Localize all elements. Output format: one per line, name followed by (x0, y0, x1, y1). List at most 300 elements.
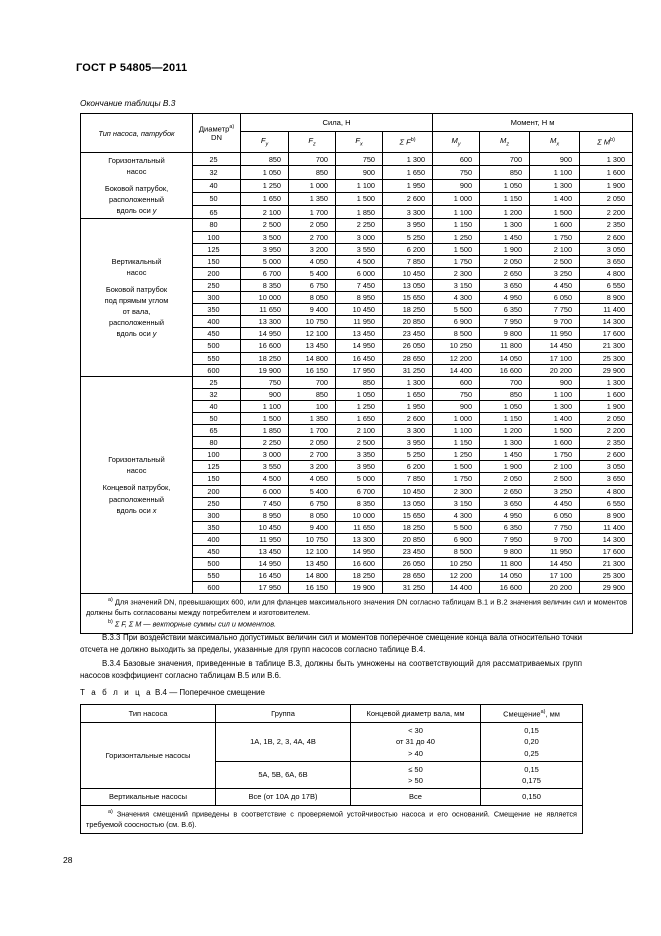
cell-sf: 1 650 (383, 388, 433, 400)
footnote-b (86, 619, 627, 630)
cell-mx: 1 600 (530, 219, 580, 231)
cell-fz: 700 (289, 376, 336, 388)
paragraph-b33-container (80, 632, 582, 656)
cell-mz: 850 (480, 388, 530, 400)
cell-fy: 8 950 (241, 509, 289, 521)
table-b3-body (81, 153, 633, 594)
cell-mz: 1 050 (480, 179, 530, 192)
cell-fz: 3 200 (289, 461, 336, 473)
cell-dn: 150 (193, 255, 241, 267)
th-fz-main: F (308, 136, 313, 146)
th-diameter-label: Диаметр (198, 124, 230, 134)
table-b4-head-row (81, 705, 583, 723)
cell-dn: 600 (193, 364, 241, 376)
cell-fz: 1 350 (289, 192, 336, 205)
cell-sf: 23 450 (383, 546, 433, 558)
cell-sf: 1 300 (383, 376, 433, 388)
cell-sf: 26 050 (383, 558, 433, 570)
cell-mx: 17 100 (530, 570, 580, 582)
cell-mz: 1 200 (480, 206, 530, 219)
cell-fx: 3 950 (336, 461, 383, 473)
cell-my: 900 (433, 179, 480, 192)
cell-dn: 400 (193, 533, 241, 545)
th-sum-m (580, 132, 633, 153)
cell-mz: 9 800 (480, 546, 530, 558)
cell-my: 12 200 (433, 570, 480, 582)
cell-dn: 350 (193, 521, 241, 533)
cell-dn: 32 (193, 166, 241, 179)
cell-mz: 700 (480, 376, 530, 388)
cell-dn: 200 (193, 267, 241, 279)
cell-dn: 50 (193, 412, 241, 424)
th-mx (530, 132, 580, 153)
cell-sm: 11 400 (580, 304, 633, 316)
cell-fz: 2 700 (289, 231, 336, 243)
cell-sm: 11 400 (580, 521, 633, 533)
cell-fx: 10 450 (336, 304, 383, 316)
cell-mx: 2 100 (530, 461, 580, 473)
cell-dn: 300 (193, 509, 241, 521)
cell-dn: 125 (193, 243, 241, 255)
th-b4-offset-footnote-ref: а) (540, 708, 546, 715)
cell-dn: 250 (193, 497, 241, 509)
cell-mx: 1 500 (530, 206, 580, 219)
cell-sm: 2 050 (580, 412, 633, 424)
cell-fy: 750 (241, 376, 289, 388)
cell-fz: 6 750 (289, 279, 336, 291)
cell-fx: 1 650 (336, 412, 383, 424)
th-mx-index: x (556, 141, 560, 148)
table-b4-footnote-text: Значения смещений приведены в соответствие с проверяемой устойчивостью насоса и его оснований. Смещение не является требуемой соосностью (см. В.6). (86, 808, 577, 829)
standard-header: ГОСТ Р 54805—2011 (76, 62, 188, 74)
cell-mx: 1 400 (530, 412, 580, 424)
cell-mz: 2 650 (480, 485, 530, 497)
cell-my: 1 150 (433, 219, 480, 231)
cell-pump-type: Вертикальный насос Боковой патрубок под прямым углом от вала, расположенный вдоль оси y (81, 219, 193, 376)
cell-dn: 300 (193, 292, 241, 304)
cell-sf: 3 300 (383, 206, 433, 219)
cell-mz: 4 950 (480, 292, 530, 304)
cell-sm: 1 600 (580, 166, 633, 179)
table-b4-head (81, 705, 583, 723)
footnote-a (86, 597, 627, 619)
cell-mx: 7 750 (530, 521, 580, 533)
cell-sm: 14 300 (580, 533, 633, 545)
cell-fx: 13 300 (336, 533, 383, 545)
cell-mx: 20 200 (530, 364, 580, 376)
cell-fy: 19 900 (241, 364, 289, 376)
cell-sf: 7 850 (383, 473, 433, 485)
cell-my: 4 300 (433, 292, 480, 304)
cell-fy: 3 000 (241, 449, 289, 461)
cell-fz: 12 100 (289, 546, 336, 558)
cell-fz: 9 400 (289, 304, 336, 316)
cell-sf: 6 200 (383, 243, 433, 255)
cell-sf: 1 300 (383, 153, 433, 166)
cell-fy: 11 650 (241, 304, 289, 316)
cell-mz: 9 800 (480, 328, 530, 340)
cell-sm: 2 200 (580, 206, 633, 219)
cell-sf: 5 250 (383, 231, 433, 243)
cell-mz: 16 600 (480, 364, 530, 376)
cell-mz: 2 050 (480, 255, 530, 267)
cell-mx: 6 050 (530, 292, 580, 304)
cell-dn: 100 (193, 231, 241, 243)
cell-sm: 3 650 (580, 473, 633, 485)
cell-fy: 13 300 (241, 316, 289, 328)
cell-my: 6 900 (433, 533, 480, 545)
cell-sf: 13 050 (383, 497, 433, 509)
cell-my: 1 500 (433, 461, 480, 473)
cell-sm: 29 900 (580, 364, 633, 376)
cell-sf: 18 250 (383, 521, 433, 533)
cell-sf: 10 450 (383, 485, 433, 497)
cell-fz: 850 (289, 388, 336, 400)
cell-sf: 1 950 (383, 400, 433, 412)
th-group-force: Сила, Н (241, 114, 433, 132)
cell-mx: 20 200 (530, 582, 580, 594)
cell-fy: 1 500 (241, 412, 289, 424)
cell-mz: 1 150 (480, 192, 530, 205)
cell-fy: 1 250 (241, 179, 289, 192)
th-sum-f-main: Σ F (399, 137, 411, 147)
cell-mx: 1 300 (530, 179, 580, 192)
cell-mx: 14 450 (530, 340, 580, 352)
cell-mx: 1 500 (530, 425, 580, 437)
cell-fy: 10 450 (241, 521, 289, 533)
cell-sm: 6 550 (580, 497, 633, 509)
cell-sf: 7 850 (383, 255, 433, 267)
cell-fx: 850 (336, 376, 383, 388)
cell-shaft-diameter: < 30 от 31 до 40 > 40 (351, 723, 481, 762)
cell-fy: 2 500 (241, 219, 289, 231)
cell-my: 1 500 (433, 243, 480, 255)
cell-sm: 4 800 (580, 267, 633, 279)
cell-mx: 7 750 (530, 304, 580, 316)
cell-mx: 17 100 (530, 352, 580, 364)
cell-mz: 1 300 (480, 437, 530, 449)
cell-fy: 850 (241, 153, 289, 166)
cell-sf: 2 600 (383, 412, 433, 424)
cell-my: 12 200 (433, 352, 480, 364)
cell-sm: 3 050 (580, 243, 633, 255)
cell-sm: 4 800 (580, 485, 633, 497)
cell-sm: 2 200 (580, 425, 633, 437)
table-row (81, 789, 583, 805)
cell-sm: 14 300 (580, 316, 633, 328)
cell-mz: 14 050 (480, 570, 530, 582)
cell-fx: 1 100 (336, 179, 383, 192)
cell-fy: 5 000 (241, 255, 289, 267)
cell-fz: 9 400 (289, 521, 336, 533)
cell-mz: 2 050 (480, 473, 530, 485)
cell-sf: 2 600 (383, 192, 433, 205)
cell-fz: 10 750 (289, 533, 336, 545)
cell-fx: 1 850 (336, 206, 383, 219)
cell-offset: 0,15 0,175 (481, 761, 583, 789)
th-mz-main: M (500, 136, 507, 146)
cell-dn: 350 (193, 304, 241, 316)
cell-fx: 8 950 (336, 292, 383, 304)
th-b4-type: Тип насоса (81, 705, 216, 723)
table-row (81, 219, 633, 231)
cell-fy: 900 (241, 388, 289, 400)
table-b3-foot (81, 594, 633, 634)
cell-fz: 1 350 (289, 412, 336, 424)
table-row (81, 723, 583, 762)
cell-sm: 1 600 (580, 388, 633, 400)
table-b4-footnote-marker: а) (108, 808, 113, 815)
cell-sm: 25 300 (580, 570, 633, 582)
cell-sf: 28 650 (383, 570, 433, 582)
cell-fx: 7 450 (336, 279, 383, 291)
cell-shaft-diameter: ≤ 50 > 50 (351, 761, 481, 789)
th-fy-main: F (260, 136, 266, 146)
cell-mx: 2 500 (530, 255, 580, 267)
th-fz-index: z (312, 141, 316, 148)
cell-fz: 1 700 (289, 425, 336, 437)
cell-fz: 5 400 (289, 485, 336, 497)
cell-dn: 25 (193, 376, 241, 388)
cell-dn: 40 (193, 400, 241, 412)
cell-my: 750 (433, 388, 480, 400)
th-diameter (193, 114, 241, 153)
cell-sm: 17 600 (580, 546, 633, 558)
table-b4-footnote (81, 805, 583, 834)
cell-my: 5 500 (433, 521, 480, 533)
cell-dn: 40 (193, 179, 241, 192)
cell-fz: 5 400 (289, 267, 336, 279)
th-fy (241, 132, 289, 153)
cell-fz: 1 700 (289, 206, 336, 219)
cell-pump-type: Горизонтальный насос Боковой патрубок, расположенный вдоль оси y (81, 153, 193, 219)
table-b4 (80, 704, 583, 834)
cell-fx: 3 550 (336, 243, 383, 255)
th-diameter-footnote-ref: а) (229, 123, 235, 130)
cell-fy: 17 950 (241, 582, 289, 594)
table-b3-caption: Окончание таблицы В.3 (80, 98, 176, 108)
cell-mx: 900 (530, 153, 580, 166)
cell-sf: 15 650 (383, 509, 433, 521)
cell-sm: 2 600 (580, 231, 633, 243)
cell-fy: 16 600 (241, 340, 289, 352)
cell-my: 1 750 (433, 473, 480, 485)
cell-fx: 11 950 (336, 316, 383, 328)
cell-mz: 850 (480, 166, 530, 179)
table-b4-caption-label: Т а б л и ц а (80, 688, 153, 697)
cell-fx: 750 (336, 153, 383, 166)
cell-sf: 5 250 (383, 449, 433, 461)
th-my (433, 132, 480, 153)
cell-sf: 3 300 (383, 425, 433, 437)
cell-dn: 600 (193, 582, 241, 594)
cell-mz: 16 600 (480, 582, 530, 594)
th-b4-offset (481, 705, 583, 723)
cell-fz: 10 750 (289, 316, 336, 328)
footnote-a-marker: а) (108, 597, 113, 604)
cell-sf: 23 450 (383, 328, 433, 340)
cell-sf: 10 450 (383, 267, 433, 279)
th-b4-offset-label: Смещение (503, 709, 541, 719)
cell-mx: 1 750 (530, 449, 580, 461)
cell-sm: 3 050 (580, 461, 633, 473)
cell-fy: 1 850 (241, 425, 289, 437)
cell-my: 1 250 (433, 449, 480, 461)
cell-fy: 2 100 (241, 206, 289, 219)
footnote-b-text: Σ F, Σ M — векторные суммы сил и моментов. (114, 619, 277, 629)
cell-my: 3 150 (433, 497, 480, 509)
cell-my: 5 500 (433, 304, 480, 316)
cell-sm: 17 600 (580, 328, 633, 340)
cell-fz: 1 000 (289, 179, 336, 192)
cell-fx: 900 (336, 166, 383, 179)
cell-my: 2 300 (433, 485, 480, 497)
cell-fy: 3 950 (241, 243, 289, 255)
table-b3-footnotes-row (81, 594, 633, 634)
paragraph-b34-container (80, 658, 582, 682)
cell-mx: 9 700 (530, 316, 580, 328)
cell-fz: 13 450 (289, 340, 336, 352)
cell-mx: 3 250 (530, 485, 580, 497)
cell-mz: 7 950 (480, 316, 530, 328)
cell-sm: 25 300 (580, 352, 633, 364)
th-b4-shaft-diameter: Концевой диаметр вала, мм (351, 705, 481, 723)
cell-sf: 31 250 (383, 364, 433, 376)
cell-my: 4 300 (433, 509, 480, 521)
cell-my: 1 000 (433, 412, 480, 424)
table-b4-caption (80, 688, 265, 697)
cell-mz: 3 650 (480, 497, 530, 509)
cell-group: 5А, 5В, 6А, 6В (216, 761, 351, 789)
cell-my: 1 250 (433, 231, 480, 243)
cell-fy: 6 700 (241, 267, 289, 279)
cell-sm: 1 300 (580, 376, 633, 388)
cell-fz: 12 100 (289, 328, 336, 340)
cell-sm: 2 600 (580, 449, 633, 461)
cell-mz: 3 650 (480, 279, 530, 291)
cell-sm: 2 350 (580, 219, 633, 231)
table-b4-body (81, 723, 583, 806)
cell-fx: 3 000 (336, 231, 383, 243)
cell-my: 1 150 (433, 437, 480, 449)
cell-sf: 15 650 (383, 292, 433, 304)
cell-sf: 6 200 (383, 461, 433, 473)
th-mx-main: M (550, 136, 557, 146)
cell-fz: 850 (289, 166, 336, 179)
cell-dn: 400 (193, 316, 241, 328)
cell-fz: 14 800 (289, 352, 336, 364)
cell-fz: 2 050 (289, 437, 336, 449)
cell-mx: 9 700 (530, 533, 580, 545)
cell-sf: 1 950 (383, 179, 433, 192)
th-b4-group: Группа (216, 705, 351, 723)
cell-sm: 8 900 (580, 292, 633, 304)
cell-mz: 700 (480, 153, 530, 166)
th-diameter-dn: DN (211, 133, 222, 143)
cell-fz: 4 050 (289, 255, 336, 267)
cell-mx: 1 750 (530, 231, 580, 243)
cell-dn: 200 (193, 485, 241, 497)
cell-fy: 18 250 (241, 352, 289, 364)
cell-mx: 3 250 (530, 267, 580, 279)
cell-fx: 14 950 (336, 546, 383, 558)
footnote-a-text: Для значений DN, превышающих 600, или для фланцев максимального значения DN согласно таблицам В.1 и В.2 значения величин сил и моментов должны быть согласованы между потребителем и изготовителем. (86, 597, 628, 618)
table-b4-caption-rest: В.4 — Поперечное смещение (154, 688, 265, 697)
cell-dn: 450 (193, 328, 241, 340)
cell-fx: 6 000 (336, 267, 383, 279)
cell-sm: 3 650 (580, 255, 633, 267)
cell-fz: 2 700 (289, 449, 336, 461)
cell-offset: 0,150 (481, 789, 583, 805)
th-b4-offset-unit: , мм (545, 709, 560, 719)
cell-mz: 6 350 (480, 521, 530, 533)
cell-sf: 3 950 (383, 219, 433, 231)
cell-dn: 65 (193, 425, 241, 437)
cell-sm: 2 350 (580, 437, 633, 449)
cell-mz: 1 900 (480, 243, 530, 255)
cell-fx: 3 350 (336, 449, 383, 461)
cell-mz: 1 300 (480, 219, 530, 231)
cell-offset: 0,15 0,20 0,25 (481, 723, 583, 762)
cell-mz: 11 800 (480, 558, 530, 570)
table-row (81, 376, 633, 388)
cell-dn: 50 (193, 192, 241, 205)
cell-fy: 10 000 (241, 292, 289, 304)
th-my-main: M (451, 136, 458, 146)
cell-fy: 1 050 (241, 166, 289, 179)
cell-fz: 6 750 (289, 497, 336, 509)
table-b4-foot (81, 805, 583, 834)
cell-fy: 3 550 (241, 461, 289, 473)
cell-my: 1 750 (433, 255, 480, 267)
cell-mx: 1 400 (530, 192, 580, 205)
cell-sf: 3 950 (383, 437, 433, 449)
cell-sf: 26 050 (383, 340, 433, 352)
cell-sm: 29 900 (580, 582, 633, 594)
th-group-moment: Момент, Н м (433, 114, 633, 132)
cell-sf: 18 250 (383, 304, 433, 316)
cell-my: 8 500 (433, 328, 480, 340)
th-sum-f (383, 132, 433, 153)
cell-mx: 6 050 (530, 509, 580, 521)
cell-dn: 100 (193, 449, 241, 461)
th-pump-type: Тип насоса, патрубок (81, 114, 193, 153)
th-fy-index: y (265, 141, 269, 148)
cell-fx: 18 250 (336, 570, 383, 582)
cell-fy: 4 500 (241, 473, 289, 485)
cell-pump-type: Вертикальные насосы (81, 789, 216, 805)
cell-fx: 2 500 (336, 437, 383, 449)
cell-mx: 900 (530, 376, 580, 388)
cell-fz: 100 (289, 400, 336, 412)
th-fz (289, 132, 336, 153)
cell-dn: 80 (193, 219, 241, 231)
table-row (81, 153, 633, 166)
cell-my: 900 (433, 400, 480, 412)
cell-fy: 1 650 (241, 192, 289, 205)
cell-my: 600 (433, 376, 480, 388)
cell-mx: 1 100 (530, 388, 580, 400)
cell-mx: 2 100 (530, 243, 580, 255)
cell-dn: 550 (193, 570, 241, 582)
cell-dn: 32 (193, 388, 241, 400)
cell-fx: 1 050 (336, 388, 383, 400)
cell-fx: 16 600 (336, 558, 383, 570)
cell-mx: 14 450 (530, 558, 580, 570)
cell-sm: 1 300 (580, 153, 633, 166)
cell-fx: 2 100 (336, 425, 383, 437)
cell-fx: 11 650 (336, 521, 383, 533)
